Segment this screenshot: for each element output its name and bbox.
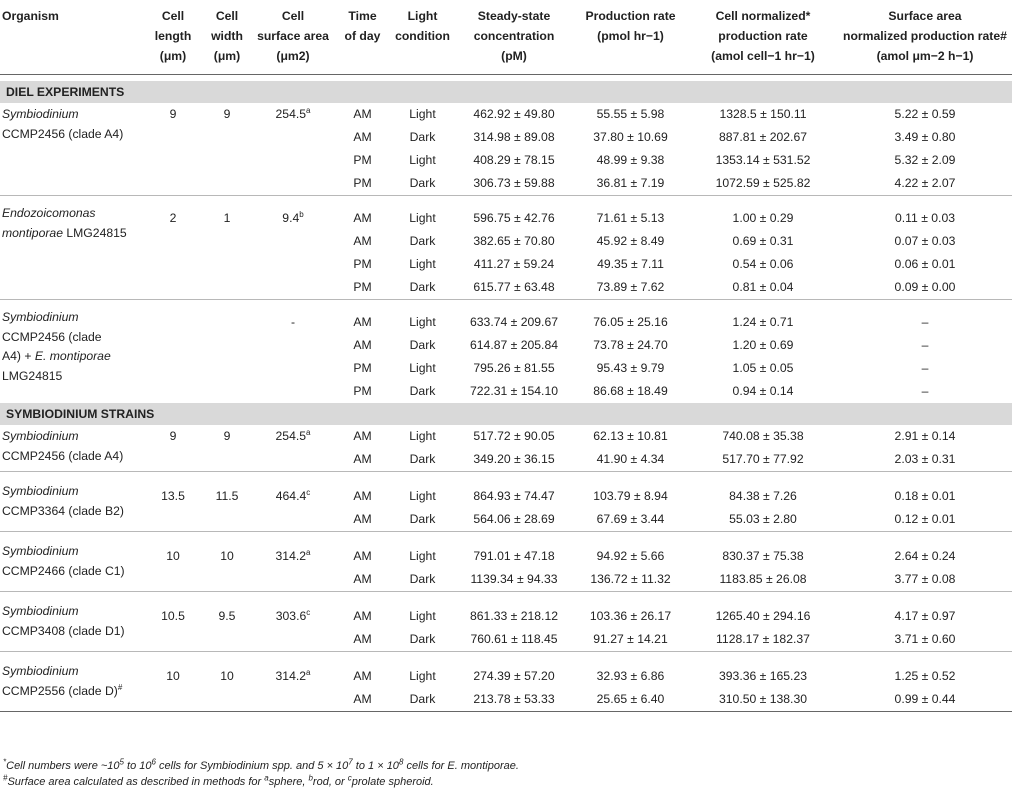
cell-length: 9 <box>169 429 177 443</box>
cell-width: 10 <box>220 669 234 683</box>
table-row: PM Light 795.26 ± 81.55 95.43 ± 9.79 1.05 ± 0.05 – <box>353 361 929 375</box>
table-row: Symbiodinium CCMP2556 (clade D)# 10 10 314.2$^a$ AM Light 274.39 ± 57.20 32.93 ± 6.86 393.36 ± 165.23 1.25 ± 0.52 <box>0 652 1012 689</box>
surface-area: 254.5$^a$ <box>275 105 311 121</box>
footnote-cell-numbers: *Cell numbers were $\sim 10^5$ to $10^6$ cells for Symbiodinium spp. and $5 \times 10^7$ to $1 \times 10^8$ cells for E. montiporae. <box>3 757 519 772</box>
surface-area: 254.5$^a$ <box>275 427 311 443</box>
organism-cell: Symbiodinium CCMP2556 (clade D)# <box>2 664 123 698</box>
section-strains: SYMBIODINIUM STRAINS <box>0 403 1012 425</box>
table-row: AM Dark 1139.34 ± 94.33 136.72 ± 11.32 1183.85 ± 26.08 3.77 ± 0.08 <box>353 572 956 586</box>
header-cell-length: Cell length (μm) <box>154 9 192 63</box>
header-cell-normalized: Cell normalized* production rate (amol cell−1 hr−1) <box>711 9 815 63</box>
cell-length <box>143 300 203 335</box>
cell-length: 13.5 <box>161 489 185 503</box>
table-row: Endozoicomonas montiporae LMG24815 2 1 9.4$^b$ AM Light 596.75 ± 42.76 71.61 ± 5.13 1.00 ± 0.29 0.11 ± 0.03 <box>0 196 1012 231</box>
organism-cell: Symbiodinium CCMP2456 (clade A4) + E. montiporae LMG24815 <box>2 310 111 383</box>
table-row: Symbiodinium CCMP2456 (clade A4) 9 9 254.5$^a$ AM Light 517.72 ± 90.05 62.13 ± 10.81 740.08 ± 35.38 2.91 ± 0.14 <box>0 425 1012 448</box>
table-row: AM Dark 614.87 ± 205.84 73.78 ± 24.70 1.20 ± 0.69 – <box>353 338 929 352</box>
cell-length: 10 <box>166 669 180 683</box>
cell-width: 9 <box>223 107 231 121</box>
organism-cell: Symbiodinium CCMP2466 (clade C1) <box>2 544 125 578</box>
cell-width: 9 <box>223 429 231 443</box>
table-row: PM Light 411.27 ± 59.24 49.35 ± 7.11 0.54 ± 0.06 0.06 ± 0.01 <box>353 257 956 271</box>
table-row: PM Light 408.29 ± 78.15 48.99 ± 9.38 1353.14 ± 531.52 5.32 ± 2.09 <box>353 153 956 167</box>
cell-length: 2 <box>169 211 177 225</box>
organism-cell: Symbiodinium CCMP2456 (clade A4) <box>2 429 124 463</box>
surface-area: - <box>290 315 296 329</box>
cell-width: 9.5 <box>218 609 236 623</box>
table-row: PM Dark 722.31 ± 154.10 86.68 ± 18.49 0.94 ± 0.14 – <box>353 384 929 398</box>
section-diel: DIEL EXPERIMENTS <box>0 81 1012 103</box>
surface-area: 464.4$^c$ <box>275 487 311 503</box>
table-row: Symbiodinium CCMP2456 (clade A4) 9 9 254.5$^a$ AM Light 462.92 ± 49.80 55.55 ± 5.98 1328.5 ± 150.11 5.22 ± 0.59 <box>0 103 1012 126</box>
table-row: AM Dark 382.65 ± 70.80 45.92 ± 8.49 0.69 ± 0.31 0.07 ± 0.03 <box>353 234 956 248</box>
header-steady-state: Steady-state concentration (pM) <box>473 9 555 63</box>
table-row: AM Dark 564.06 ± 28.69 67.69 ± 3.44 55.03 ± 2.80 0.12 ± 0.01 <box>353 512 956 526</box>
header-production-rate: Production rate (pmol hr−1) <box>585 9 676 43</box>
footnote-surface-area: #Surface area calculated as described in methods for $^a$sphere, $^b$rod, or $^c$prolate spheroid. <box>3 773 434 788</box>
cell-length: 10.5 <box>161 609 185 623</box>
table-row: Symbiodinium CCMP2466 (clade C1) 10 10 314.2$^a$ AM Light 791.01 ± 47.18 94.92 ± 5.66 830.37 ± 75.38 2.64 ± 0.24 <box>0 532 1012 569</box>
table-row: AM Dark 349.20 ± 36.15 41.90 ± 4.34 517.70 ± 77.92 2.03 ± 0.31 <box>353 452 956 466</box>
table-row: PM Dark 306.73 ± 59.88 36.81 ± 7.19 1072.59 ± 525.82 4.22 ± 2.07 <box>353 176 956 190</box>
header-light-condition: Light condition <box>395 9 450 43</box>
header-surface-area: Cell surface area (μm2) <box>257 9 329 63</box>
organism-cell: Symbiodinium CCMP3408 (clade D1) <box>2 604 125 638</box>
header-organism: Organism <box>2 9 59 23</box>
header-cell-width: Cell width (μm) <box>211 9 243 63</box>
table-row: PM Dark 615.77 ± 63.48 73.89 ± 7.62 0.81 ± 0.04 0.09 ± 0.00 <box>353 280 956 294</box>
cell-width: 11.5 <box>215 489 239 503</box>
table-row: AM Dark 314.98 ± 89.08 37.80 ± 10.69 887.81 ± 202.67 3.49 ± 0.80 <box>353 130 956 144</box>
surface-area: 314.2$^a$ <box>275 547 311 563</box>
cell-width: 1 <box>223 211 231 225</box>
header-time-of-day: Time of day <box>344 9 381 43</box>
footnotes <box>3 758 519 790</box>
table-row: Symbiodinium CCMP3408 (clade D1) 10.5 9.5 303.6$^c$ AM Light 861.33 ± 218.12 103.36 ± 26.17 1265.40 ± 294.16 4.17 ± 0.97 <box>0 592 1012 629</box>
table-row: Symbiodinium CCMP2456 (clade A4) + E. montiporae LMG24815 - AM Light 633.74 ± 209.67 76.05 ± 25.16 1.24 ± 0.71 – <box>0 300 1012 335</box>
cell-width <box>203 300 251 335</box>
header-surface-normalized: Surface area normalized production rate# (amol μm−2 h−1) <box>843 9 1007 63</box>
organism-cell: Symbiodinium CCMP3364 (clade B2) <box>2 484 124 518</box>
surface-area: 9.4$^b$ <box>282 209 304 225</box>
header-row <box>0 0 1012 75</box>
cell-length: 10 <box>166 549 180 563</box>
surface-area: 314.2$^a$ <box>275 667 311 683</box>
table-row: AM Dark 213.78 ± 53.33 25.65 ± 6.40 310.50 ± 138.30 0.99 ± 0.44 <box>0 688 1012 712</box>
surface-area: 303.6$^c$ <box>275 607 311 623</box>
organism-cell: Endozoicomonas montiporae LMG24815 <box>2 206 127 240</box>
cell-width: 10 <box>220 549 234 563</box>
table-row: AM Dark 760.61 ± 118.45 91.27 ± 14.21 1128.17 ± 182.37 3.71 ± 0.60 <box>353 632 956 646</box>
cell-length: 9 <box>169 107 177 121</box>
table-row: Symbiodinium CCMP3364 (clade B2) 13.5 11.5 464.4$^c$ AM Light 864.93 ± 74.47 103.79 ± 8.94 84.38 ± 7.26 0.18 ± 0.01 <box>0 472 1012 509</box>
organism-cell: Symbiodinium CCMP2456 (clade A4) <box>2 107 124 141</box>
